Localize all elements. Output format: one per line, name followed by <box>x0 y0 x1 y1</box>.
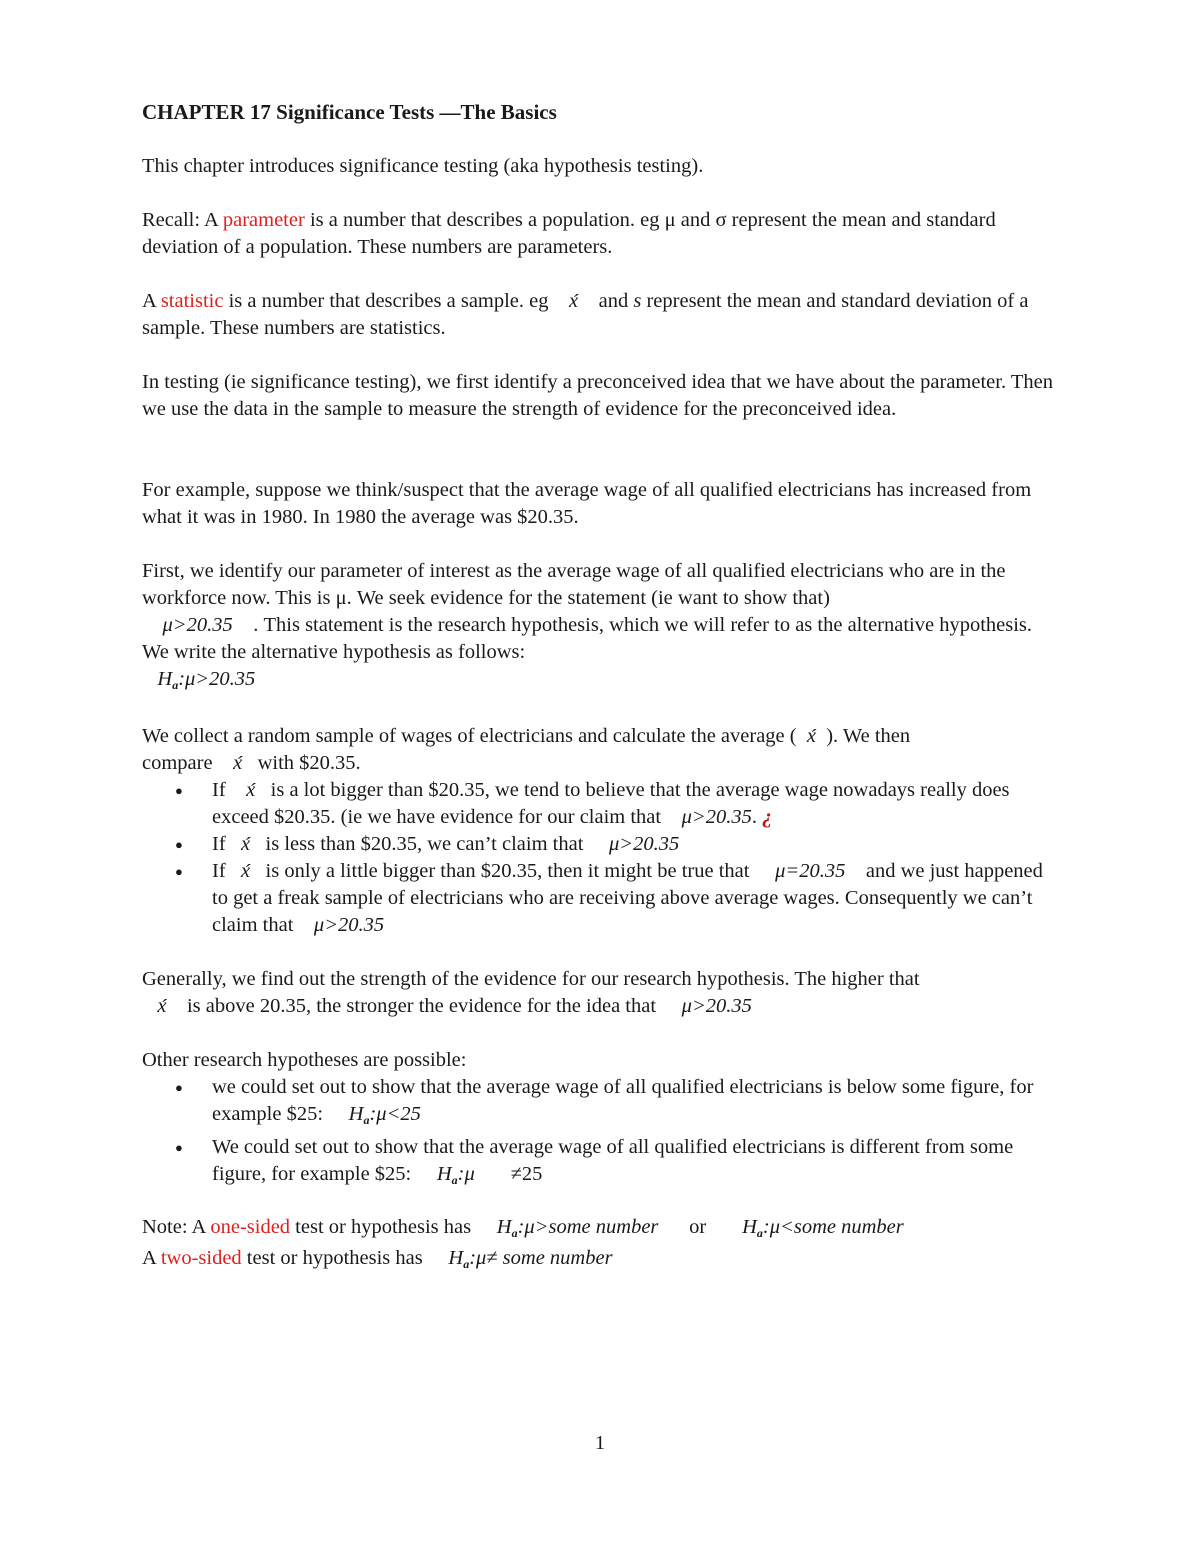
statistic-text-a: A <box>142 290 161 312</box>
chapter-title: CHAPTER 17 Significance Tests —The Basics <box>142 100 557 124</box>
statistic-text-c: and <box>598 290 629 312</box>
xbar-symbol: x́ <box>246 779 256 801</box>
recall-paragraph <box>142 207 1062 261</box>
alt-hypothesis-display: $H_a:\mu>20.35$ <box>157 668 256 692</box>
statistic-text-b: is a number that describes a sample. eg <box>223 290 549 312</box>
xbar-symbol: x́ <box>806 725 816 747</box>
generally-paragraph: Generally, we find out the strength of the evidence for our research hypothesis. The higher that x́ is above 20.35, the stronger the evidence for the idea that μ>20.35 <box>142 968 920 1017</box>
statistic-term: statistic <box>160 290 224 312</box>
intro-paragraph: This chapter introduces significance testing (aka hypothesis testing). <box>142 155 704 177</box>
page-number: 1 <box>594 1432 606 1454</box>
collect-text-c: with $20.35. <box>257 752 361 774</box>
parameter-term: parameter <box>222 209 305 231</box>
statistic-paragraph <box>142 288 1062 342</box>
testing-paragraph: In testing (ie significance testing), we first identify a preconceived idea that we have about the parameter. Then we use the data in the sample to measure the strength of evidence for the preconceived idea. <box>142 371 1053 420</box>
xbar-symbol: x́ <box>233 752 243 774</box>
alt-hypothesis-inline: μ>20.35 <box>162 614 233 636</box>
collect-text-a: We collect a random sample of wages of electricians and calculate the average ( <box>142 725 797 747</box>
xbar-symbol: x́ <box>241 860 251 882</box>
list-item: ● we could set out to show that the average wage of all qualified electricians is below some figure, for example $25: $H_a:\mu<25$ <box>142 1074 1062 1134</box>
note-two-sided: A two-sided test or hypothesis has $H_a:\mu\ne$ some number <box>142 1247 613 1271</box>
collect-text-b: ). We then compare <box>142 725 911 774</box>
xbar-symbol: x́ <box>569 290 579 312</box>
list-item: ● We could set out to show that the average wage of all qualified electricians is different from some figure, for example $25: $H_a:\mu$ ≠25 <box>142 1134 1062 1194</box>
list-item: ● If x́ is less than $20.35, we can’t claim that μ>20.35 <box>142 831 1062 858</box>
recall-text-b: is a number that describes a population. eg μ and σ represent the mean and standard deviation of a population. These numbers are parameters. <box>142 209 996 258</box>
first-text-a: First, we identify our parameter of interest as the average wage of all qualified electricians who are in the workforce now. This is μ. We seek evidence for the statement (ie want to show that) <box>142 560 1006 609</box>
note-one-sided: Note: A one-sided test or hypothesis has $H_a:\mu>some$ number or $H_a:\mu<some$ number <box>142 1216 904 1240</box>
one-sided-term: one-sided <box>210 1216 291 1238</box>
recall-text-a: Recall: A <box>142 209 223 231</box>
first-text-b: . This statement is the research hypothesis, which we will refer to as the alternative hypothesis. We write the alternative hypothesis as follows: <box>142 614 1033 663</box>
list-item: ● If x́ is only a little bigger than $20.35, then it might be true that μ=20.35 and we just happened to get a freak sample of electricians who are receiving above average wages. Consequently we can’t claim that μ>20.35 <box>142 858 1062 939</box>
statistic-text-d: represent the mean and standard deviation of a sample. These numbers are statistics. <box>142 290 1029 339</box>
unknown-glyph-mark: ¿ <box>762 806 773 828</box>
other-hypotheses-list <box>142 1074 1062 1194</box>
first-paragraph <box>142 558 1062 699</box>
xbar-symbol: x́ <box>241 833 251 855</box>
two-sided-term: two-sided <box>160 1247 242 1269</box>
comparison-bullet-list <box>142 777 1062 939</box>
example-paragraph: For example, suppose we think/suspect that the average wage of all qualified electricians has increased from what it was in 1980. In 1980 the average was $20.35. <box>142 479 1032 528</box>
s-symbol: s <box>633 290 642 312</box>
list-item: ● If x́ is a lot bigger than $20.35, we tend to believe that the average wage nowadays really does exceed $20.35. (ie we have evidence for our claim that μ>20.35. ¿ <box>142 777 1062 831</box>
collect-paragraph <box>142 723 1062 777</box>
xbar-symbol: x́ <box>157 995 167 1017</box>
other-hypotheses-heading: Other research hypotheses are possible: <box>142 1049 467 1071</box>
